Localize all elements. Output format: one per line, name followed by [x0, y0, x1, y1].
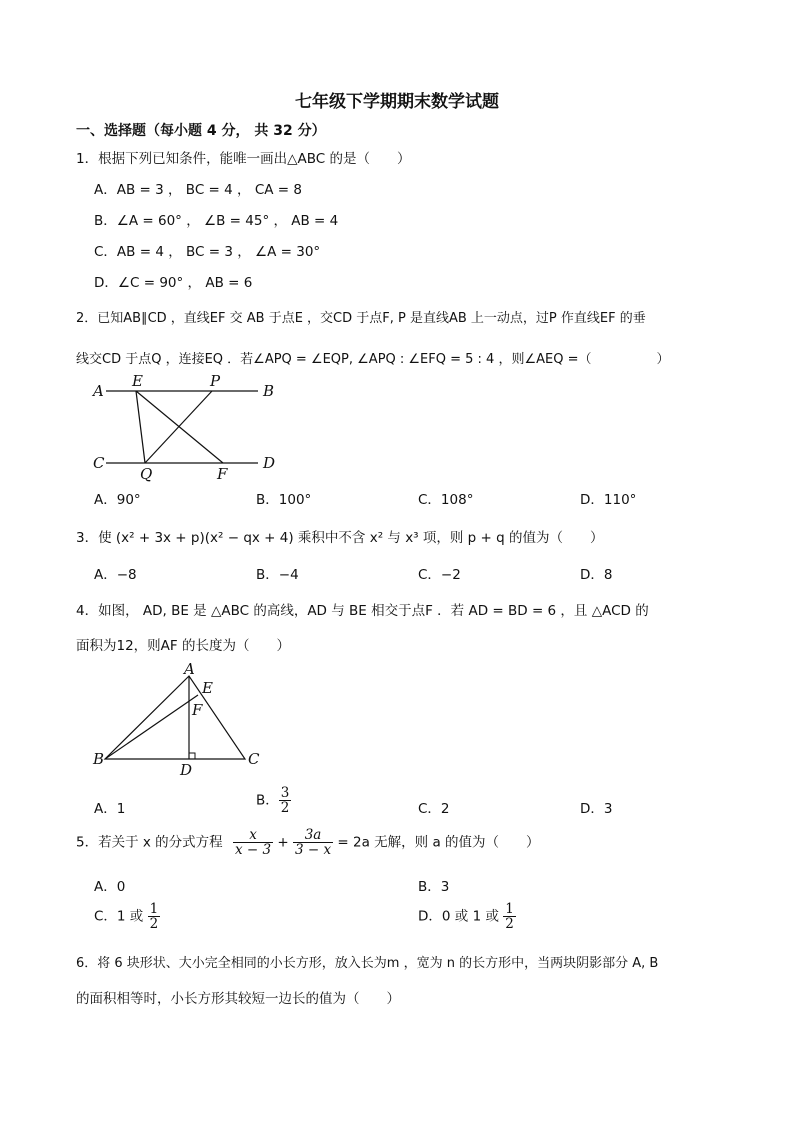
altitude-be [105, 695, 198, 759]
q5-plus: + [277, 834, 289, 851]
q2-stem-line1: 2．已知AB∥CD ，直线EF 交 AB 于点E ，交CD 于点F, P 是直线AB 上一动点，过P 作直线EF 的垂 [76, 311, 646, 326]
q4-option-b-numerator: 3 [280, 785, 290, 801]
q4-option-b-denominator: 2 [280, 800, 290, 817]
q5-fraction-1 [233, 828, 273, 857]
q5-stem-prefix: 5．若关于 x 的分式方程 [76, 834, 223, 851]
q5-option-c-denominator: 2 [149, 916, 159, 933]
label-c: C [248, 750, 260, 768]
q3-option-c: C．−2 [418, 567, 461, 583]
label-f: F [217, 465, 228, 483]
q5-option-c-numerator: 1 [149, 901, 159, 917]
q2-figure [88, 372, 288, 484]
q5-option-d-fraction [503, 902, 516, 931]
q4-option-d: D．3 [580, 801, 613, 817]
q1-stem: 1．根据下列已知条件，能唯一画出△ABC 的是（ ） [76, 151, 411, 167]
q5-option-b: B．3 [418, 879, 450, 895]
label-a: A [184, 660, 195, 678]
right-angle-mark [189, 753, 195, 759]
q3-option-a: A．−8 [94, 567, 137, 583]
q1-option-d: D．∠C = 90° ， AB = 6 [94, 275, 253, 291]
line-eq [136, 391, 145, 463]
label-c: C [93, 454, 105, 472]
q2-option-b: B．100° [256, 492, 312, 508]
q1-option-b: B．∠A = 60° ， ∠B = 45° ， AB = 4 [94, 213, 339, 229]
q5-option-a: A．0 [94, 879, 126, 895]
label-b: B [93, 750, 105, 768]
q6-stem-line1: 6．将 6 块形状、大小完全相同的小长方形，放入长为m ，宽为 n 的长方形中，当两块阴影部分 A, B [76, 956, 659, 971]
label-a: A [93, 382, 104, 400]
q4-option-c: C．2 [418, 801, 450, 817]
label-e: E [132, 372, 143, 390]
label-b: B [263, 382, 275, 400]
q5-option-d-numerator: 1 [505, 901, 514, 917]
section-heading: 一、选择题（每小题 4 分， 共 32 分） [76, 123, 326, 139]
q5-option-c [94, 902, 160, 931]
q5-option-d-prefix: D．0 或 1 或 [418, 908, 499, 925]
q4-stem-line2: 面积为12，则AF 的长度为（ ） [76, 638, 290, 654]
label-d: D [180, 761, 193, 779]
q1-option-a: A．AB = 3 ， BC = 4 ， CA = 8 [94, 182, 302, 198]
q4-figure [88, 660, 278, 782]
line-ef [136, 391, 223, 463]
q1-option-c: C．AB = 4 ， BC = 3 ， ∠A = 30° [94, 244, 321, 260]
q4-stem-line1: 4．如图， AD, BE 是 △ABC 的高线，AD 与 BE 相交于点F ．若 AD = BD = 6 ，且 △ACD 的 [76, 603, 649, 619]
q5-fraction-2 [293, 828, 333, 857]
q5-stem [76, 828, 540, 857]
q5-stem-suffix: = 2a 无解，则 a 的值为（ ） [337, 834, 540, 851]
q4-option-b [256, 786, 291, 815]
q5-option-c-prefix: C．1 或 [94, 908, 144, 925]
triangle-abc [105, 676, 245, 759]
q2-option-a: A．90° [94, 492, 141, 508]
label-e: E [202, 679, 213, 697]
q2-stem-line2: 线交CD 于点Q ，连接EQ ．若∠APQ = ∠EQP, ∠APQ : ∠EFQ = 5 : 4 ，则∠AEQ =（ ） [76, 352, 670, 367]
label-f: F [192, 701, 203, 719]
q5-f1-denominator: x − 3 [234, 842, 272, 859]
q5-option-d-denominator: 2 [505, 916, 514, 933]
label-q: Q [140, 465, 153, 483]
q6-stem-line2: 的面积相等时，小长方形其较短一边长的值为（ ） [76, 991, 400, 1007]
q3-stem: 3．使 (x² + 3x + p)(x² − qx + 4) 乘积中不含 x² 与 x³ 项，则 p + q 的值为（ ） [76, 530, 604, 546]
page-title: 七年级下学期期末数学试题 [295, 92, 499, 112]
q5-f2-numerator: 3a [293, 828, 333, 843]
label-p: P [210, 372, 221, 390]
label-d: D [263, 454, 276, 472]
line-pq [145, 391, 212, 463]
q5-f1-numerator: x [233, 828, 273, 843]
q3-option-b: B．−4 [256, 567, 299, 583]
q3-option-d: D．8 [580, 567, 613, 583]
q4-option-b-prefix: B． [256, 792, 279, 809]
q2-option-c: C．108° [418, 492, 474, 508]
q4-option-a: A．1 [94, 801, 126, 817]
q5-option-d [418, 902, 516, 931]
q4-option-b-fraction [279, 786, 292, 815]
q5-f2-denominator: 3 − x [294, 842, 332, 859]
q2-option-d: D．110° [580, 492, 637, 508]
q5-option-c-fraction [148, 902, 161, 931]
